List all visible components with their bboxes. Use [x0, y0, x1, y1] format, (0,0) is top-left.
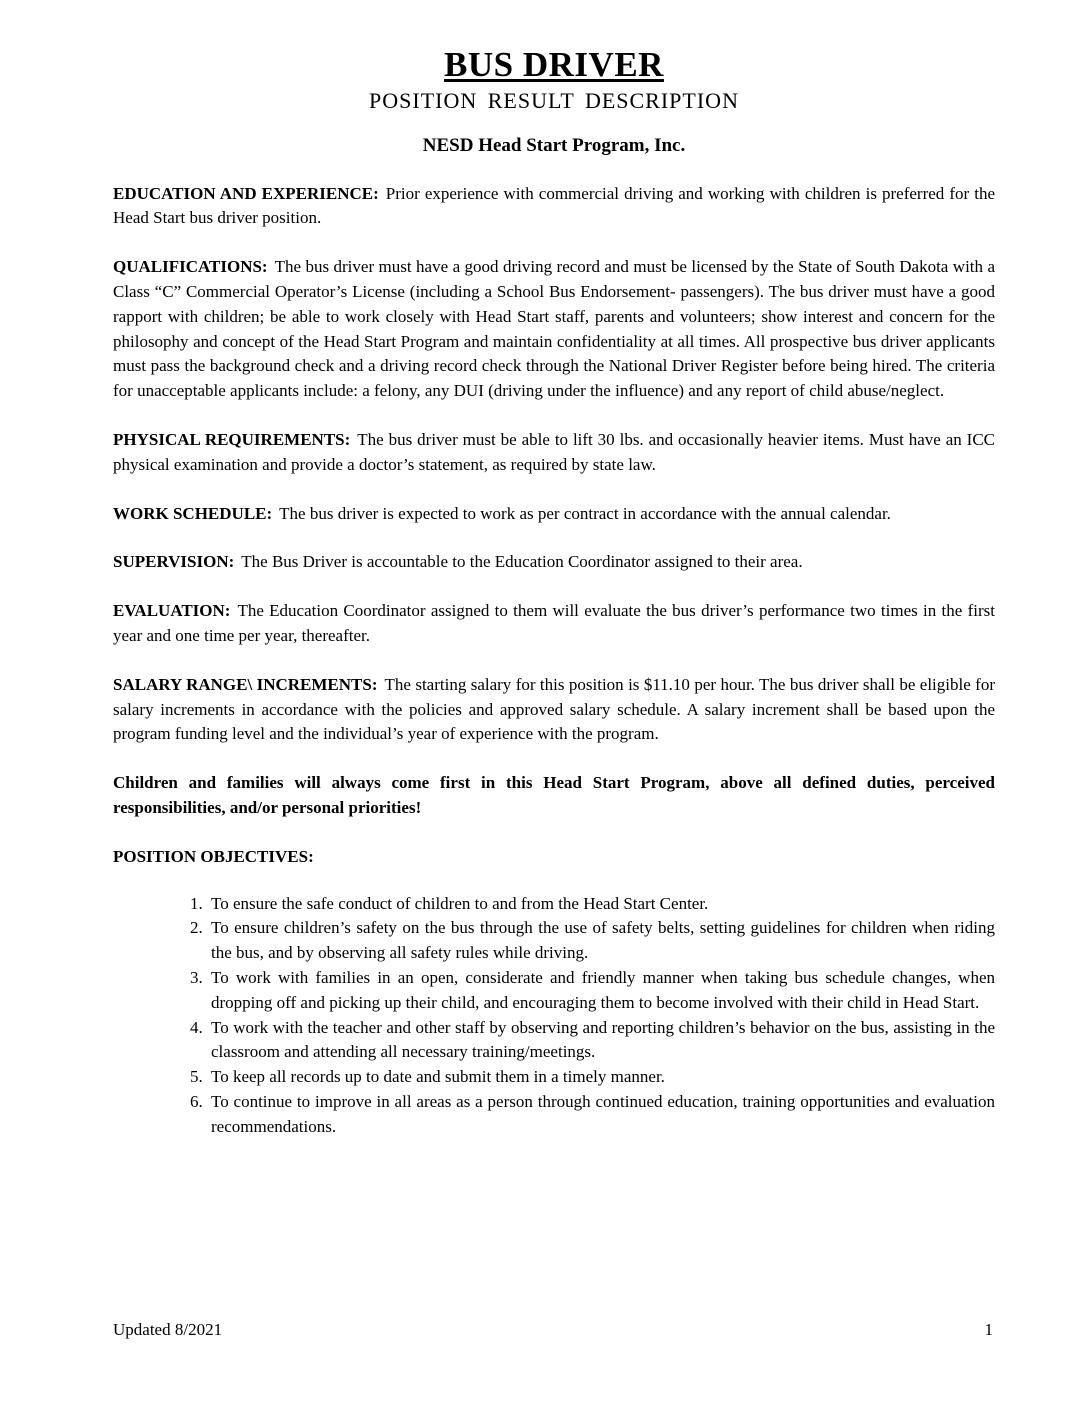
document-subtitle: POSITION RESULT DESCRIPTION	[369, 87, 739, 113]
section-body-text: Prior experience with commercial driving and working with children is preferred for the Head Start bus driver position.	[113, 183, 996, 228]
page-footer	[113, 1320, 993, 1340]
section-work-schedule	[113, 502, 995, 527]
section-body-text: The Education Coordinator assigned to them will evaluate the bus driver’s performance two times in the first year and one time per year, thereafter.	[113, 601, 995, 646]
section-evaluation	[113, 599, 995, 649]
section-body-text: The Bus Driver is accountable to the Education Coordinator assigned to their area.	[241, 552, 803, 572]
section-body-text: The starting salary for this position is $11.10 per hour. The bus driver shall be eligible for salary increments in accordance with the policies and approved salary schedule. A salary increment shall be based upon the program funding level and the individual’s year of experience with the program.	[113, 674, 995, 744]
objective-item: 5. To keep all records up to date and submit them in a timely manner.	[207, 1065, 995, 1090]
footer-updated-date: Updated 8/2021	[113, 1320, 223, 1339]
objective-item: 2. To ensure children’s safety on the bus through the use of safety belts, setting guidelines for children when riding the bus, and by observing all safety rules while driving.	[207, 916, 995, 966]
section-heading: WORK SCHEDULE:	[113, 503, 273, 523]
organization-name: NESD Head Start Program, Inc.	[422, 134, 686, 156]
section-heading: EVALUATION:	[113, 601, 231, 621]
section-supervision	[113, 550, 995, 575]
section-body-text: The bus driver is expected to work as per contract in accordance with the annual calendar.	[279, 503, 891, 523]
section-heading: QUALIFICATIONS:	[113, 257, 268, 277]
document-body	[113, 182, 995, 1140]
section-body-text: The bus driver must have a good driving record and must be licensed by the State of South Dakota with a Class “C” Commercial Operator’s License (including a School Bus Endorsement- passengers). The bus driver must have a good rapport with children; be able to work closely with Head Start staff, parents and volunteers; show interest and concern for the philosophy and concept of the Head Start Program and maintain confidentiality at all times. All prospective bus driver applicants must pass the background check and a driving record check through the National Driver Register before being hired. The criteria for unacceptable applicants include: a felony, any DUI (driving under the influence) and any report of child abuse/neglect.	[113, 257, 995, 401]
position-objectives-heading: POSITION OBJECTIVES:	[113, 846, 314, 866]
section-qualifications	[113, 255, 995, 404]
section-heading: SALARY RANGE\ INCREMENTS:	[113, 674, 378, 694]
position-objectives-list	[113, 892, 995, 1140]
section-education-and-experience	[113, 182, 995, 232]
objective-item: 3. To work with families in an open, considerate and friendly manner when taking bus schedule changes, when dropping off and picking up their child, and encouraging them to become involved with their child in Head Start.	[207, 966, 995, 1016]
footer-page-number: 1	[984, 1320, 993, 1339]
document-title: BUS DRIVER	[444, 45, 664, 84]
objective-item: 1. To ensure the safe conduct of children to and from the Head Start Center.	[207, 892, 995, 917]
section-body-text: The bus driver must be able to lift 30 lbs. and occasionally heavier items. Must have an ICC physical examination and provide a doctor’s statement, as required by state law.	[113, 430, 996, 474]
section-physical-requirements	[113, 428, 995, 478]
objective-item: 6. To continue to improve in all areas as a person through continued education, training opportunities and evaluation recommendations.	[207, 1090, 995, 1140]
section-heading: SUPERVISION:	[113, 552, 235, 572]
objective-item: 4. To work with the teacher and other staff by observing and reporting children’s behavior on the bus, assisting in the classroom and attending all necessary training/meetings.	[207, 1016, 995, 1066]
section-heading: PHYSICAL REQUIREMENTS:	[113, 430, 351, 450]
title-block	[113, 46, 995, 158]
section-salary-range-increments	[113, 673, 995, 747]
section-heading: EDUCATION AND EXPERIENCE:	[113, 183, 379, 203]
emphasis-statement: Children and families will always come first in this Head Start Program, above all defined duties, perceived responsibilities, and/or personal priorities!	[113, 773, 995, 818]
